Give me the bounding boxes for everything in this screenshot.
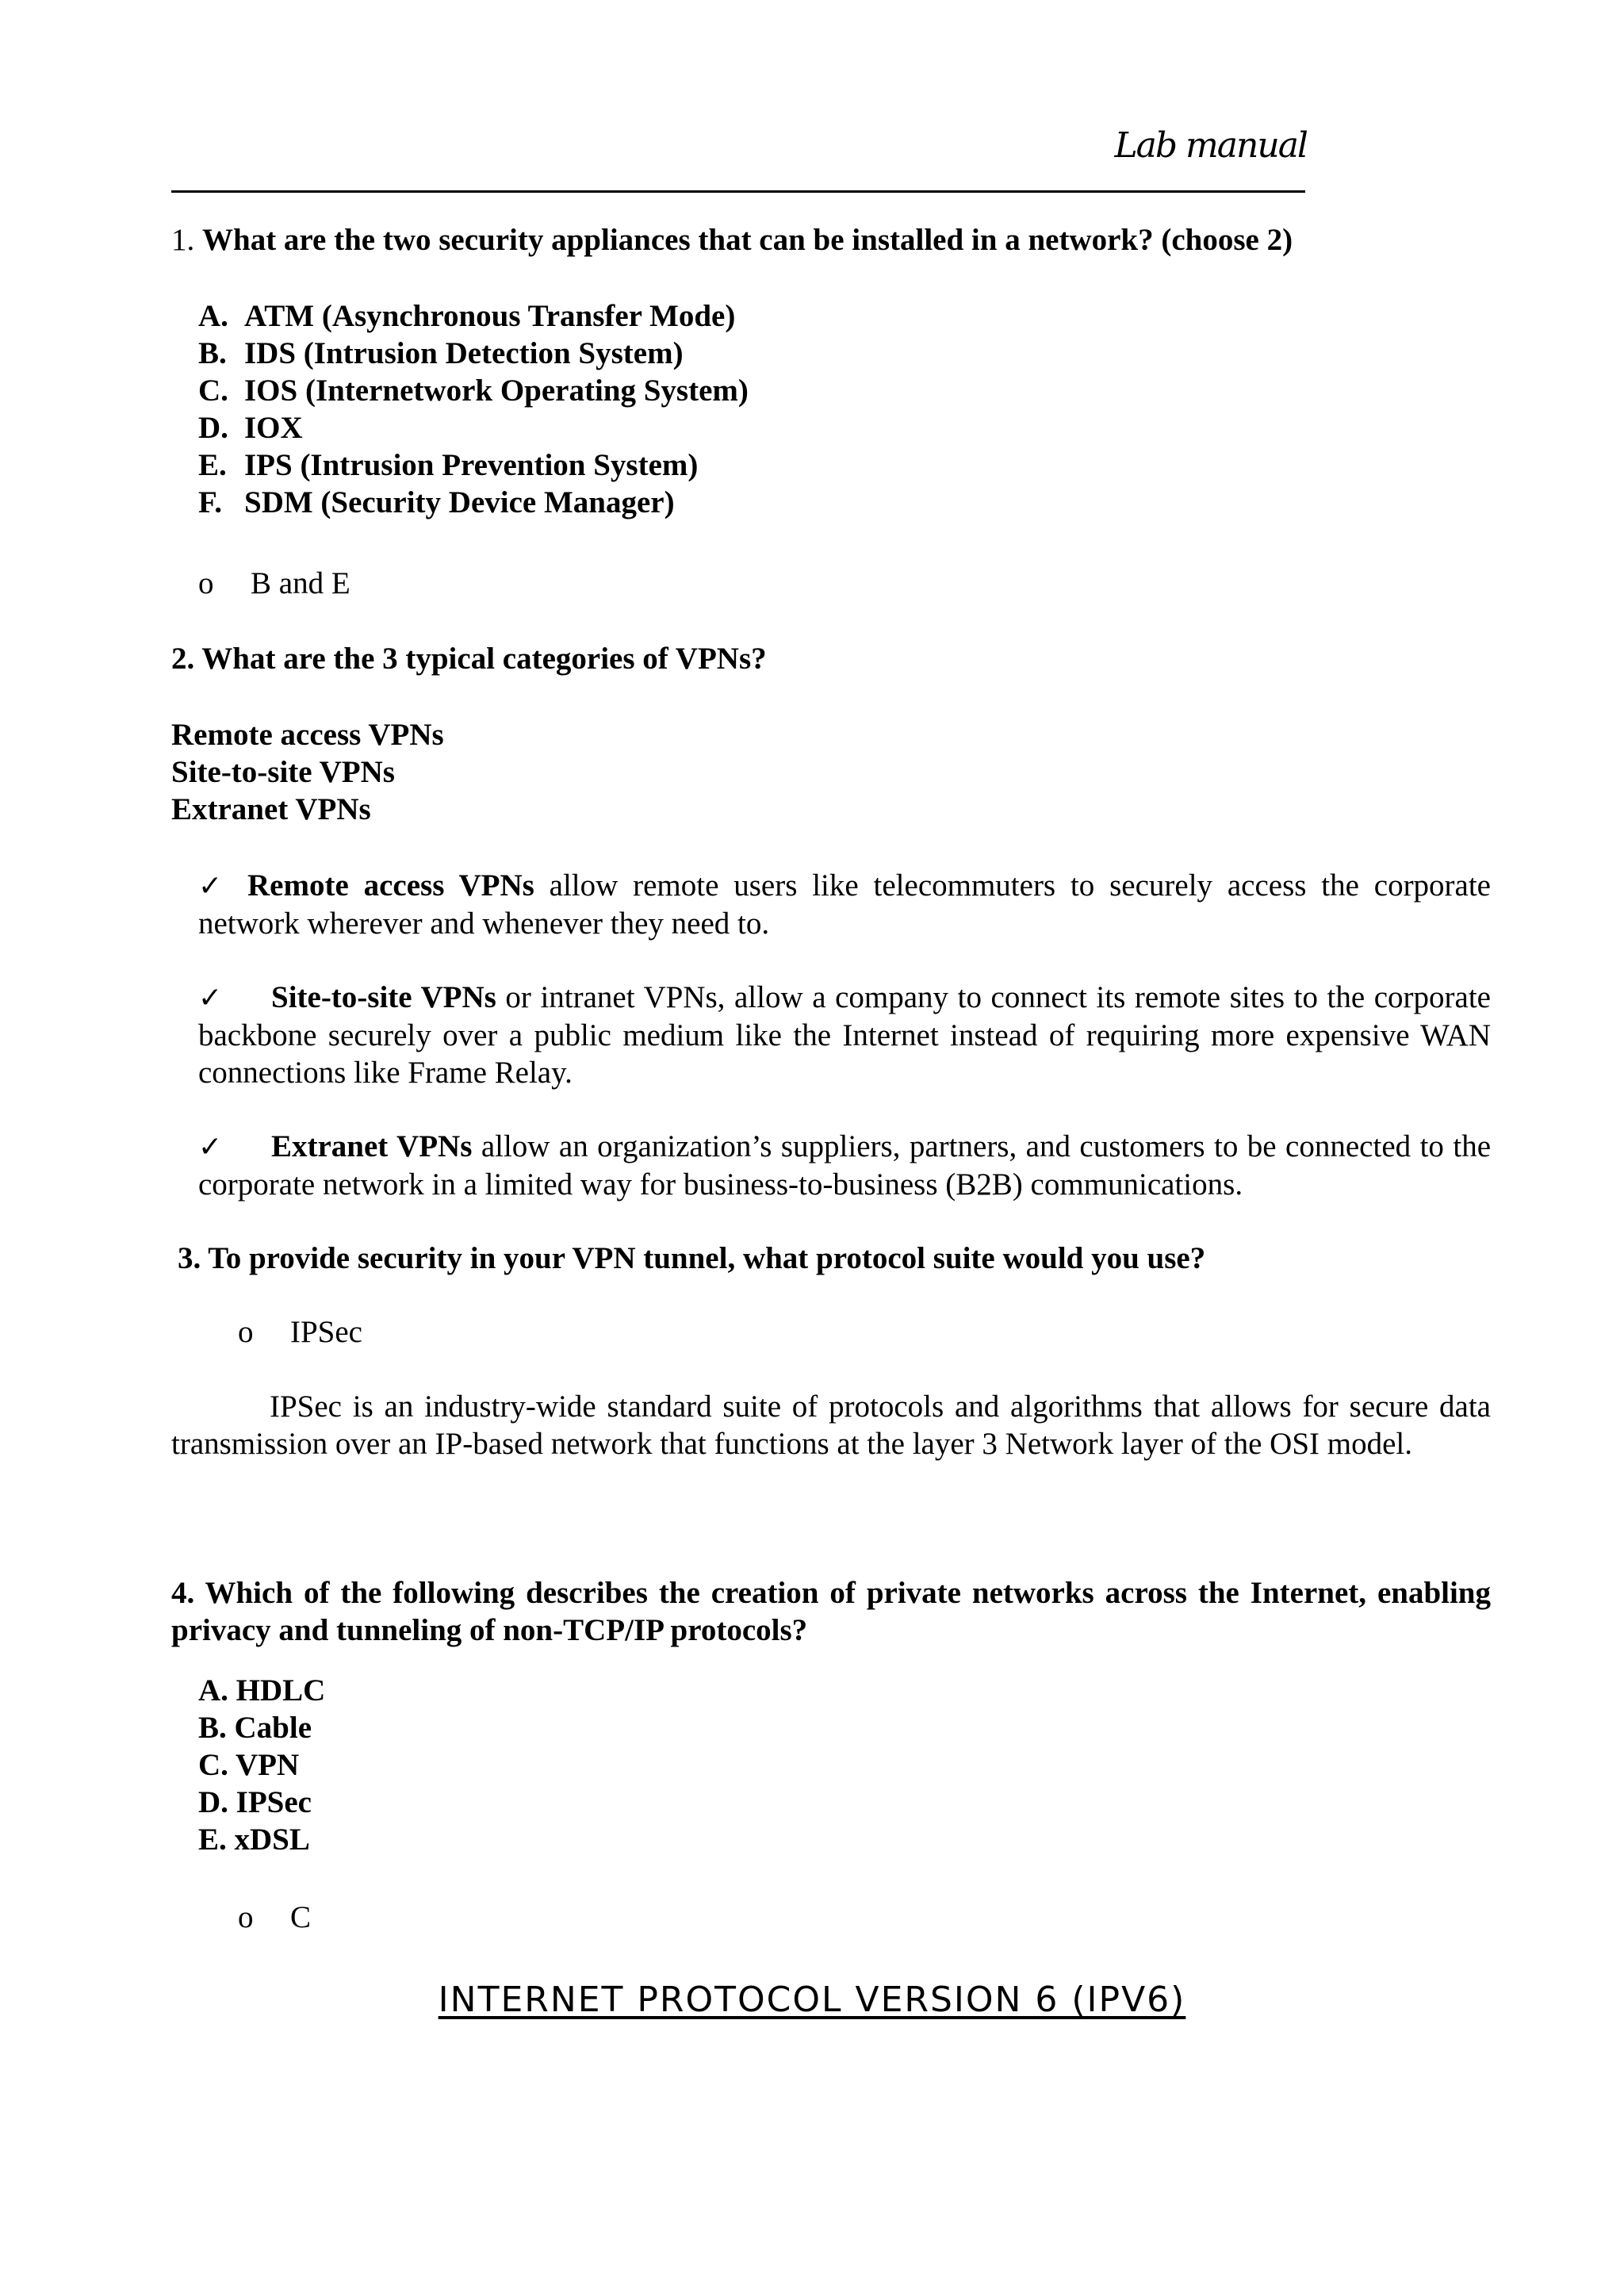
option-item: C. VPN <box>198 1748 300 1782</box>
detail-site-to-site <box>198 979 1491 1091</box>
option-item: C. IOS (Internetwork Operating System) <box>198 374 749 408</box>
header-rule <box>171 190 1305 193</box>
option-item: F. SDM (Security Device Manager) <box>198 485 675 519</box>
answer-bullet: o <box>198 566 214 600</box>
vpn-categories <box>171 716 444 828</box>
detail-desc: allow remote users like telecommuters to securely access the corporate network wherever and whenever they need to. <box>198 868 1491 941</box>
question-4-options <box>198 1672 325 1858</box>
question-1-answer <box>198 565 350 602</box>
detail-term: Remote access VPNs <box>247 868 534 903</box>
option-item: A. ATM (Asynchronous Transfer Mode) <box>198 299 736 333</box>
question-1-text: What are the two security appliances that can be installed in a network? (choose 2) <box>202 223 1293 257</box>
question-3-explanation: IPSec is an industry-wide standard suite of protocols and algorithms that allows for secure data transmission over an IP-based network that functions at the layer 3 Network layer of the OSI model. <box>171 1389 1491 1461</box>
checkmark-icon: ✓ <box>198 870 223 903</box>
header-title: Lab manual <box>1114 125 1307 166</box>
detail-extranet <box>198 1128 1491 1203</box>
question-4-text: 4. Which of the following describes the creation of private networks across the Internet, enabling privacy and tunneling of non-TCP/IP protocols? <box>171 1576 1491 1647</box>
question-1-options <box>198 297 749 521</box>
checkmark-icon: ✓ <box>198 982 223 1014</box>
option-item: D. IPSec <box>198 1785 312 1819</box>
detail-term: Extranet VPNs <box>271 1129 473 1163</box>
question-3-answer <box>238 1313 362 1351</box>
detail-desc: allow an organization’s suppliers, partners, and customers to be connected to the corporate network in a limited way for business-to-business (B2B) communications. <box>198 1129 1492 1202</box>
answer-bullet: o <box>238 1315 254 1349</box>
answer-text: IPSec <box>290 1315 362 1349</box>
category-item: Remote access VPNs <box>171 718 444 752</box>
checkmark-icon: ✓ <box>198 1131 223 1163</box>
category-item: Site-to-site VPNs <box>171 755 395 789</box>
question-1 <box>171 221 1472 259</box>
question-2-text: 2. What are the 3 typical categories of VPNs? <box>171 642 767 676</box>
question-3-text: 3. To provide security in your VPN tunnel, what protocol suite would you use? <box>178 1241 1206 1275</box>
detail-term: Site-to-site VPNs <box>271 980 496 1014</box>
option-item: E. xDSL <box>198 1823 310 1857</box>
option-item: E. IPS (Intrusion Prevention System) <box>198 448 699 482</box>
option-item: B. IDS (Intrusion Detection System) <box>198 336 684 370</box>
detail-remote-access <box>198 867 1491 942</box>
answer-text: C <box>290 1900 312 1934</box>
answer-text: B and E <box>251 566 350 600</box>
question-4-answer <box>238 1899 311 1936</box>
category-item: Extranet VPNs <box>171 792 371 826</box>
option-item: A. HDLC <box>198 1673 326 1708</box>
option-item: B. Cable <box>198 1711 312 1745</box>
question-1-number: 1. <box>171 223 195 257</box>
detail-desc: or intranet VPNs, allow a company to connect its remote sites to the corporate backbone securely over a public medium like the Internet instead of requiring more expensive WAN connections like Frame Relay. <box>198 980 1491 1090</box>
answer-bullet: o <box>238 1900 254 1934</box>
section-title: INTERNET PROTOCOL VERSION 6 (IPV6) <box>438 1980 1186 2020</box>
option-item: D. IOX <box>198 411 303 445</box>
